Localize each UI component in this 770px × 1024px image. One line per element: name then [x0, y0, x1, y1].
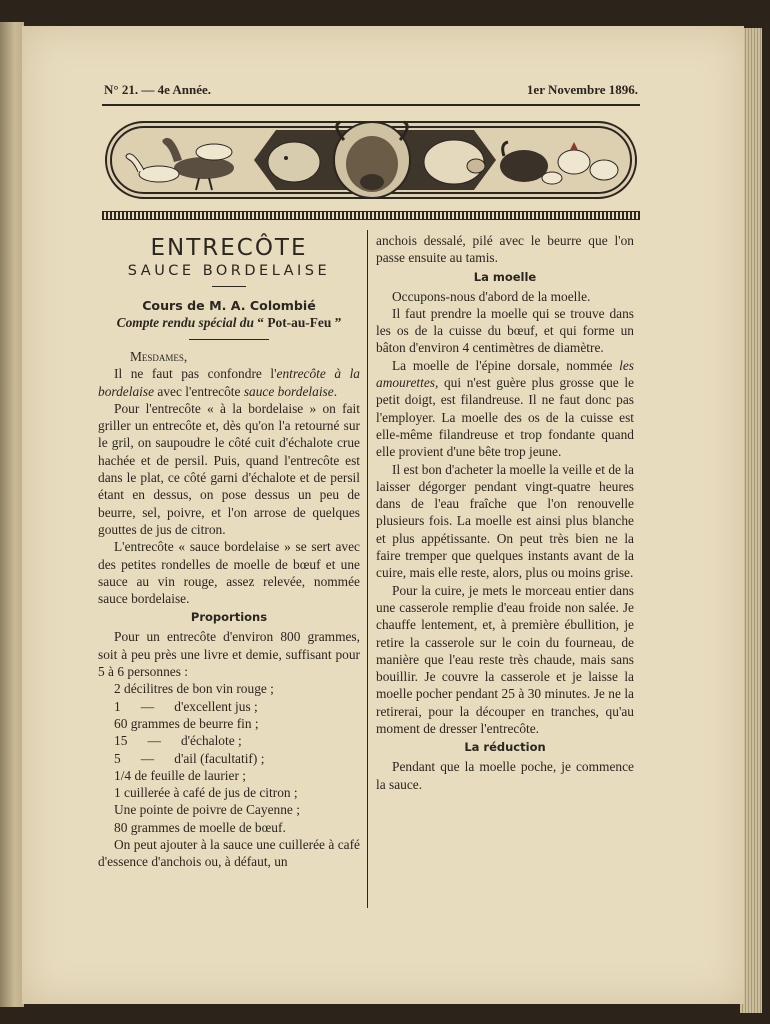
animal-heads-icon: [254, 122, 496, 198]
list-item: 5 — d'ail (facultatif) ;: [114, 750, 265, 766]
salutation: Mesdames,: [130, 349, 188, 364]
paragraph-amourettes: La moelle de l'épine dorsale, nommée les amourettes, qui n'est guère plus grosse que le petit doigt, est filandreuse. Il ne faut donc pas l'employer. La moelle des os de la cuisse est elle-même filandreuse et trop fondante quand elle provient d'une bête trop jeune.: [376, 357, 634, 460]
list-item: 1 — d'excellent jus ;: [114, 698, 258, 714]
banner-rule: [102, 211, 640, 220]
ingredient-list: [98, 680, 360, 836]
issue-date: 1er Novembre 1896.: [526, 82, 638, 97]
paragraph-anchovy: On peut ajouter à la sauce une cuillerée à café d'essence d'anchois ou, à défaut, un: [98, 837, 360, 870]
page-header: [104, 80, 638, 104]
article-subtitle: SAUCE BORDELAISE: [127, 263, 331, 279]
list-item: Une pointe de poivre de Cayenne ;: [114, 802, 300, 818]
list-item: 60 grammes de beurre fin ;: [114, 715, 259, 731]
list-item: 80 grammes de moelle de bœuf.: [114, 819, 286, 835]
paragraph-bordelaise: Pour l'entrecôte « à la bordelaise » on fait griller un entrecôte et, dès qu'on l'a retourné sur le gril, on saupoudre le côté cuit d'échalote crue hachée et de persil. Puis, quand l'entrecôte est dans le plat, ce côté garni d'échalote et de persil étant en dessus, on pose dessus un peu de beurre, sel, poivre, et l'on arrose de quelques gouttes de jus de citron.: [98, 400, 360, 537]
course-credit: Cours de M. A. Colombié: [142, 298, 316, 313]
paragraph-moelle-start: Occupons-nous d'abord de la moelle.: [392, 288, 591, 304]
facing-page-edge: [0, 22, 24, 1007]
paragraph-sauce: L'entrecôte « sauce bordelaise » se sert avec des petites rondelles de moelle de bœuf et une sauce au vin rouge, assez relevée, nommée sauce bordelaise.: [98, 539, 360, 607]
paragraph-moelle-bone: Il faut prendre la moelle qui se trouve dans les os de la cuisse du bœuf, et qui forme un bâton d'environ 4 centimètres de diamètre.: [376, 305, 634, 356]
paragraph-reduction: Pendant que la moelle poche, je commence la sauce.: [376, 759, 634, 792]
list-item: 15 — d'échalote ;: [114, 733, 242, 749]
paragraph-degorger: Il est bon d'acheter la moelle la veille et de la laisser dégorger pendant vingt-quatre heures dans de l'eau fraîche que l'on renouvelle plusieurs fois. La moelle est ainsi plus blanche et plus appétissante. On peut très bien ne la faire tremper que quelques instants avant de la cuire, mais elle reste, alors, plus ou moins grise.: [376, 461, 634, 581]
credit-rule: [189, 339, 269, 340]
farm-animals-banner: [104, 116, 638, 204]
title-rule: [212, 286, 246, 287]
section-heading-proportions: Proportions: [190, 610, 268, 625]
list-item: 1 cuillerée à café de jus de citron ;: [114, 785, 298, 801]
paragraph-cuisson: Pour la cuire, je mets le morceau entier dans une casserole remplie d'eau froide non salée. Je chauffe lentement, et, à première ébullition, je retire la casserole sur le coin du fourneau, de manière que l'eau reste très chaude, mais sans bouillir. Je couvre la casserole et je laisse la moelle pocher pendant 25 à 30 minutes. Je ne la retirerai, pour la découper en tranches, qu'au moment de dresser l'entrecôte.: [376, 582, 634, 737]
paragraph-proportions: Pour un entrecôte d'environ 800 grammes, soit à peu près une livre et demie, suffisant pour 5 à 6 personnes :: [98, 629, 360, 680]
paragraph-anchovy-continued: anchois dessalé, pilé avec le beurre que l'on passe ensuite au tamis.: [376, 233, 634, 266]
section-heading-reduction: La réduction: [464, 740, 546, 755]
left-column: [98, 232, 360, 871]
issue-number: N° 21. — 4e Année.: [104, 82, 212, 97]
paragraph-intro: Il ne faut pas confondre l'entrecôte à la bordelaise avec l'entrecôte sauce bordelaise.: [98, 366, 360, 399]
article-title: ENTRECÔTE: [150, 235, 308, 261]
section-heading-moelle: La moelle: [473, 269, 537, 284]
header-rule: [102, 104, 640, 106]
report-credit: Compte rendu spécial du “ Pot-au-Feu ”: [116, 315, 342, 330]
list-item: 1/4 de feuille de laurier ;: [114, 767, 246, 783]
list-item: 2 décilitres de bon vin rouge ;: [114, 681, 274, 697]
column-divider: [367, 230, 368, 908]
right-column: [376, 232, 634, 793]
